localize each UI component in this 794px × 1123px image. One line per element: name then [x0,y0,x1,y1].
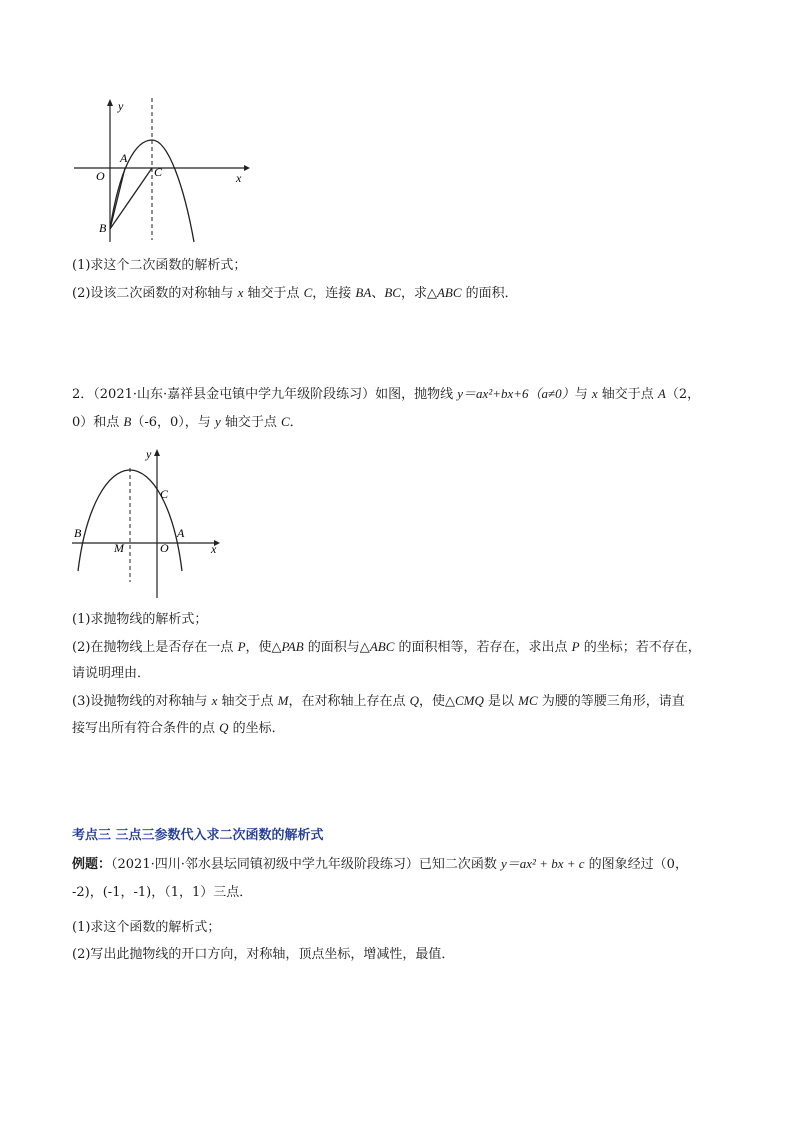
formula: y＝ax²+bx+6 [457,386,529,401]
text: 已知二次函数 [418,857,502,872]
label-C: C [154,165,163,179]
text: (2)设该二次函数的对称轴与 [72,286,238,301]
var-P: P [571,639,580,654]
figure-2-graph [66,446,226,602]
text: 轴交于点 [243,286,304,301]
text: 的面积相等，若存在，求出点 [394,640,572,655]
var-B: B [123,414,132,429]
var-P: P [237,639,246,654]
example-line1 [72,856,688,873]
text: 轴交于点 [220,415,281,430]
label-y: y [118,99,124,113]
var-x: x [237,285,244,300]
text: ，连接 [312,286,356,301]
var-PAB: PAB [281,639,304,654]
var-BC: BC [384,285,401,300]
var-x: x [591,386,598,401]
var-x: x [211,693,218,708]
text: 如图，抛物线 [375,387,458,402]
example-q2: (2)写出此抛物线的开口方向，对称轴，顶点坐标，增减性，最值． [72,947,455,962]
problem-source: （2021·山东·嘉祥县金屯镇中学九年级阶段练习） [93,387,376,402]
text: (2)在抛物线上是否存在一点 [72,640,238,655]
text: ，求△ [400,286,437,301]
problem2-q3-line1 [72,693,685,710]
text: 的图象经过（0， [584,857,688,872]
label-A: A [177,526,185,540]
problem1-q1: (1)求这个二次函数的解析式； [72,258,247,273]
problem2-stem-line2 [72,414,303,431]
label-O: O [96,169,105,183]
example-source: （2021·四川·邻水县坛同镇初级中学九年级阶段练习） [111,857,419,872]
segment-BA [110,168,125,229]
problem2-q2-line1 [72,639,701,656]
text: ，使△ [245,640,282,655]
text: (3)设抛物线的对称轴与 [72,694,212,709]
text: 的坐标． [228,721,285,736]
example-q1: (1)求这个函数的解析式； [72,920,221,935]
text: ，在对称轴上存在点 [288,694,410,709]
text: 接写出所有符合条件的点 [72,721,220,736]
text: 轴交于点 [597,387,658,402]
text: ． [289,415,303,430]
y-axis-arrow [154,449,160,456]
text: 的坐标；若不存在， [579,640,701,655]
label-x: x [236,171,242,185]
y-axis-arrow [107,99,113,106]
problem-number: 2． [72,387,94,402]
text: 是以 [483,694,519,709]
text: 0）和点 [72,415,124,430]
text: （-6，0），与 [131,415,215,430]
var-A: A [657,386,666,401]
formula: y＝ax² + bx + c [501,856,585,871]
var-MC: MC [518,693,538,708]
label-x: x [211,542,217,556]
section-title: 考点三 三点三参数代入求二次函数的解析式 [72,828,324,843]
label-B: B [74,526,82,540]
text: 轴交于点 [217,694,278,709]
var-C: C [280,414,290,429]
label-B: B [99,221,107,235]
x-axis-arrow [244,165,250,171]
var-ABC: ABC [369,639,395,654]
problem2-q2-line2: 请说明理由． [72,666,151,681]
label-M: M [114,541,124,555]
condition: （a≠0） [528,386,575,401]
example-line2: -2)，(-1，-1)，（1，1）三点． [72,885,253,900]
text: ，使△ [418,694,455,709]
var-C: C [303,285,313,300]
problem2-q1: (1)求抛物线的解析式； [72,612,208,627]
label-O: O [160,541,169,555]
var-y: y [214,414,221,429]
label-y: y [146,447,152,461]
figure-1-graph [66,96,256,244]
problem2-q3-line2 [72,720,285,737]
text: 为腰的等腰三角形，请直 [537,694,685,709]
var-Q: Q [219,720,229,735]
var-Q: Q [409,693,419,708]
text: 的面积与△ [303,640,370,655]
text: 的面积． [461,286,518,301]
text: 、 [371,286,385,301]
var-BA: BA [355,285,372,300]
var-ABC: ABC [436,285,462,300]
problem1-q2 [72,285,518,302]
text: （2， [665,387,701,402]
example-label: 例题： [72,857,112,872]
text: 与 [574,387,592,402]
problem2-stem-line1 [72,386,700,403]
var-CMQ: CMQ [454,693,484,708]
label-C: C [160,487,169,501]
var-M: M [277,693,289,708]
label-A: A [120,151,128,165]
